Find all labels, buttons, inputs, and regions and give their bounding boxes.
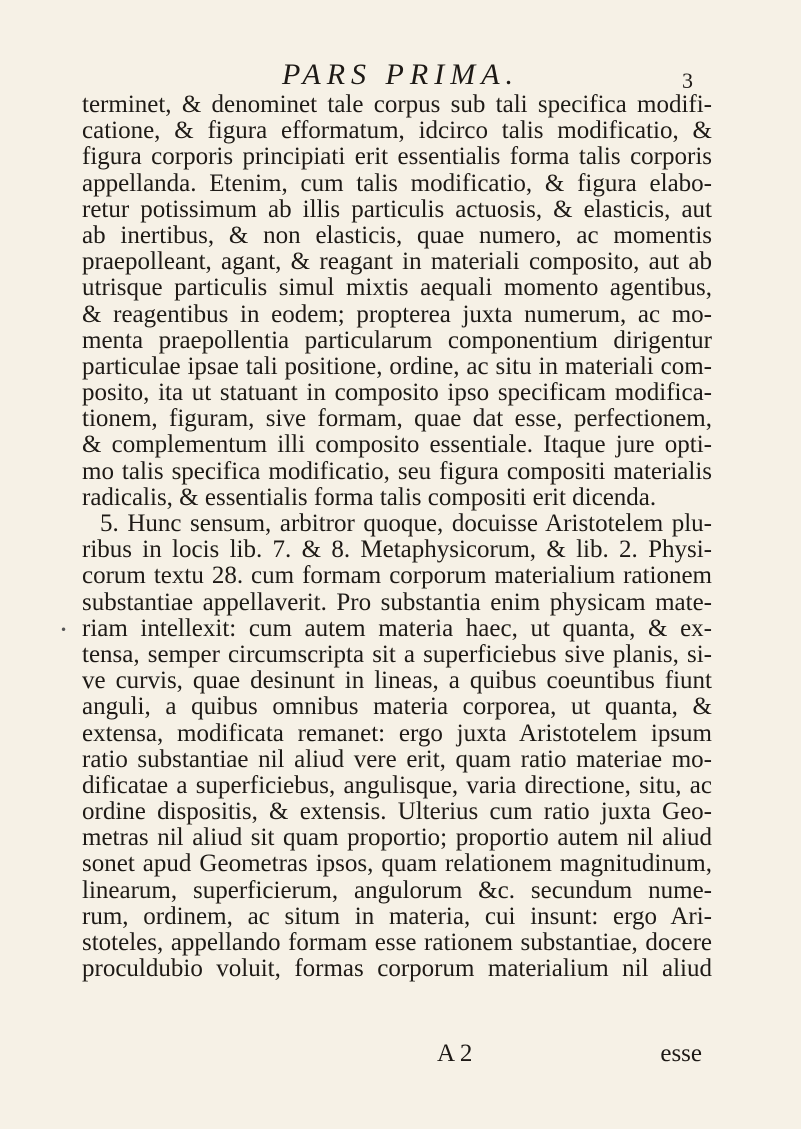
text-line: stoteles, appellando formam esse rationem substantiae, docere xyxy=(82,929,712,956)
text-line: linearum, superficierum, angulorum &c. secundum nume- xyxy=(82,876,712,904)
text-line: praepolleant, agant, & reagant in materiali composito, aut ab xyxy=(82,248,712,276)
catchword: esse xyxy=(660,1040,702,1067)
running-title: PARS PRIMA. xyxy=(281,58,520,91)
text-line: posito, ita ut statuant in composito ipso specificam modifica- xyxy=(82,379,712,407)
page-number: 3 xyxy=(682,68,693,93)
text-line: & reagentibus in eodem; propterea juxta numerum, ac mo- xyxy=(82,300,712,328)
text-line: metras nil aliud sit quam proportio; proportio autem nil aliud xyxy=(82,824,712,852)
text-line: proculdubio voluit, formas corporum materialium nil aliud xyxy=(82,955,712,983)
text-line: particulae ipsae tali positione, ordine, ac situ in materiali com- xyxy=(82,352,712,380)
text-line: 5. Hunc sensum, arbitror quoque, docuisse Aristotelem plu- xyxy=(100,510,712,537)
text-line: substantiae appellaverit. Pro substantia enim physicam mate- xyxy=(82,588,712,616)
margin-mark: • xyxy=(60,623,68,637)
text-line: figura corporis principiati erit essentialis forma talis corporis xyxy=(82,143,712,171)
page-footer xyxy=(82,1040,712,1068)
text-line: appellanda. Etenim, cum talis modificatio, & figura elabo- xyxy=(82,169,712,197)
text-line: ribus in locis lib. 7. & 8. Metaphysicorum, & lib. 2. Physi- xyxy=(82,536,712,564)
text-line: dificatae a superficiebus, angulisque, varia directione, situ, ac xyxy=(82,771,712,799)
text-line: ve curvis, quae desinunt in lineas, a quibus coeuntibus fiunt xyxy=(82,667,712,695)
text-line: sonet apud Geometras ipsos, quam relationem magnitudinum, xyxy=(82,850,712,878)
text-line: tionem, figuram, sive formam, quae dat esse, perfectionem, xyxy=(82,405,712,433)
text-line: anguli, a quibus omnibus materia corporea, ut quanta, & xyxy=(82,693,712,721)
signature-mark: A 2 xyxy=(437,1040,473,1067)
text-line: catione, & figura efformatum, idcirco talis modificatio, & xyxy=(82,117,712,145)
text-line: menta praepollentia particularum componentium dirigentur xyxy=(82,326,712,354)
text-line: terminet, & denominet tale corpus sub tali specifica modifi- xyxy=(82,91,712,118)
text-line: riam intellexit: cum autem materia haec, ut quanta, & ex- xyxy=(82,614,712,642)
text-line: rum, ordinem, ac situm in materia, cui insunt: ergo Ari- xyxy=(82,902,712,930)
text-line: radicalis, & essentialis forma talis compositi erit dicenda. xyxy=(82,483,657,511)
body-text xyxy=(82,92,712,982)
text-line: utrisque particulis simul mixtis aequali momento agentibus, xyxy=(82,274,712,302)
text-line: retur potissimum ab illis particulis actuosis, & elasticis, aut xyxy=(82,195,712,223)
text-line: ab inertibus, & non elasticis, quae numero, ac momentis xyxy=(82,221,712,249)
text-line: ratio substantiae nil aliud vere erit, quam ratio materiae mo- xyxy=(82,745,712,773)
text-line: corum textu 28. cum formam corporum materialium rationem xyxy=(82,562,712,590)
text-line: ordine dispositis, & extensis. Ulterius cum ratio juxta Geo- xyxy=(82,798,712,826)
text-line: extensa, modificata remanet: ergo juxta Aristotelem ipsum xyxy=(82,719,712,747)
text-line: tensa, semper circumscripta sit a superficiebus sive planis, si- xyxy=(82,640,712,668)
text-line: & complementum illi composito essentiale. Itaque jure opti- xyxy=(82,431,712,459)
text-line: mo talis specifica modificatio, seu figura compositi materialis xyxy=(82,457,712,485)
